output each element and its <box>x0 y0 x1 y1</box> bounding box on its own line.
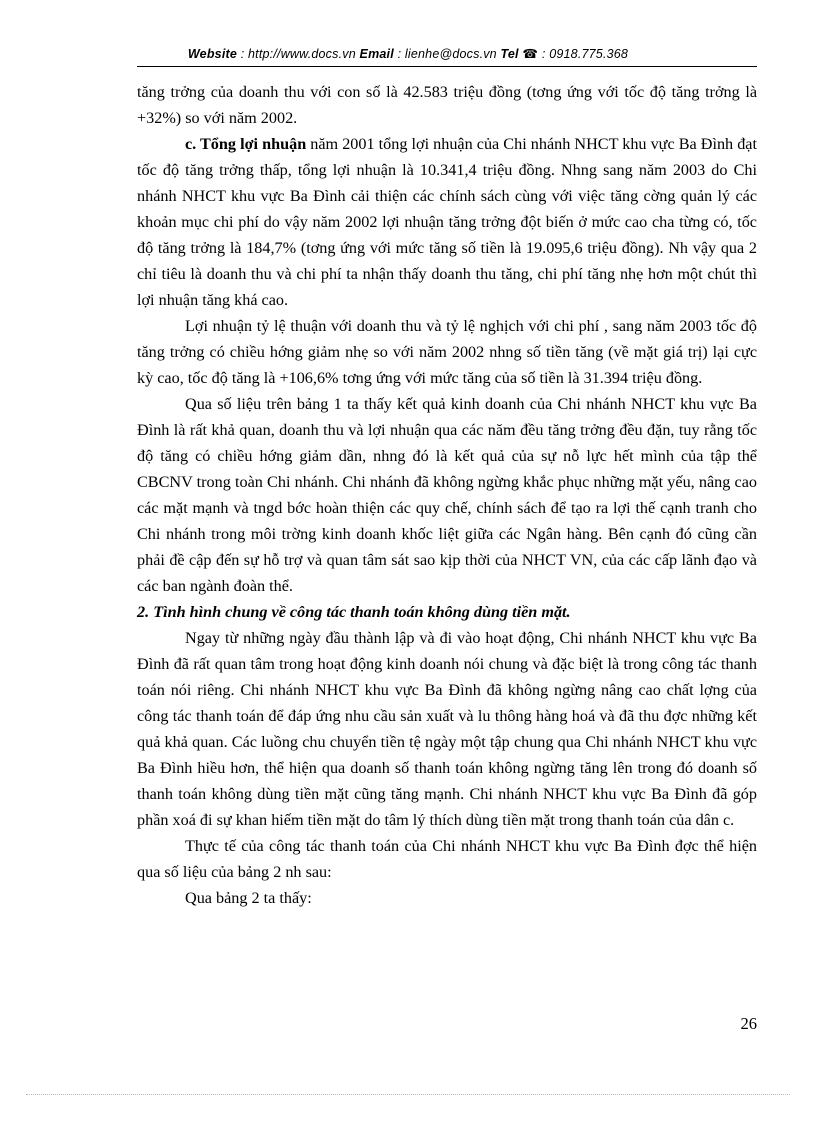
email-value: : lienhe@docs.vn <box>393 47 501 61</box>
phone-icon: ☎ <box>522 47 539 61</box>
website-value: : http://www.docs.vn <box>237 47 360 61</box>
paragraph-total-profit <box>137 131 757 313</box>
paragraph-total-profit-text: năm 2001 tổng lợi nhuận của Chi nhánh NHCT khu vực Ba Đình đạt tốc độ tăng trởng thấp, tổng lợi nhuận là 10.341,4 triệu đồng. Nhng sang năm 2003 do Chi nhánh NHCT khu vực Ba Đình cải thiện các chính sách cùng với việc tăng cờng quản lý các khoản mục chi phí do vậy năm 2002 lợi nhuận tăng trởng đột biến ở mức cao cha từng có, tốc độ tăng trởng là 184,7% (tơng ứng với mức tăng số tiền là 19.095,6 triệu đồng). Nh vậy qua 2 chỉ tiêu là doanh thu và chi phí ta nhận thấy doanh thu tăng, chi phí tăng nhẹ hơn một chút thì lợi nhuận tăng khá cao. <box>137 135 757 309</box>
section-heading-payment: 2. Tình hình chung về công tác thanh toán không dùng tiền mặt. <box>137 603 571 621</box>
paragraph-business-results: Qua số liệu trên bảng 1 ta thấy kết quả kinh doanh của Chi nhánh NHCT khu vực Ba Đình là rất khả quan, doanh thu và lợi nhuận qua các năm đều tăng trởng đều đặn, tuy rằng tốc độ tăng có chiều hớng giảm dần, nhng đó là kết quả của sự nỗ lực hết mình của tập thể CBCNV trong toàn Chi nhánh. Chi nhánh đã không ngừng khắc phục những mặt yếu, nâng cao các mặt mạnh và tngd bớc hoàn thiện các quy chế, chính sách để tạo ra lợi thế cạnh tranh cho Chi nhánh trong môi trờng kinh doanh khốc liệt giữa các Ngân hàng. Bên cạnh đó cũng cần phải đề cập đến sự hỗ trợ và quan tâm sát sao kịp thời của NHCT VN, của các cấp lãnh đạo và các ban ngành đoàn thể. <box>137 395 757 595</box>
email-label: Email <box>359 47 394 61</box>
tel-label: Tel <box>500 47 519 61</box>
paragraph-table2-intro: Qua bảng 2 ta thấy: <box>185 889 312 907</box>
header-rule <box>137 66 757 67</box>
paragraph-revenue-growth: tăng trởng của doanh thu với con số là 42.583 triệu đồng (tơng ứng với tốc độ tăng trởng là +32%) so với năm 2002. <box>137 83 757 127</box>
page-number: 26 <box>740 1014 757 1033</box>
footer-rule <box>26 1094 790 1095</box>
term-total-profit: c. Tổng lợi nhuận <box>185 135 307 153</box>
paragraph-payment-reality: Thực tế của công tác thanh toán của Chi nhánh NHCT khu vực Ba Đình đợc thể hiện qua số liệu của bảng 2 nh sau: <box>137 837 757 881</box>
website-label: Website <box>187 47 238 61</box>
page-header <box>0 46 816 61</box>
tel-value: : 0918.775.368 <box>538 47 629 61</box>
paragraph-profit-ratio: Lợi nhuận tỷ lệ thuận với doanh thu và tỷ lệ nghịch với chi phí , sang năm 2003 tốc độ tăng trởng có chiều hớng giảm nhẹ so với năm 2002 nhng số tiền tăng (về mặt giá trị) lại cực kỳ cao, tốc độ tăng là +106,6% tơng ứng với mức tăng của số tiền là 31.394 triệu đồng. <box>137 317 757 387</box>
paragraph-payment-overview: Ngay từ những ngày đầu thành lập và đi vào hoạt động, Chi nhánh NHCT khu vực Ba Đình đã rất quan tâm trong hoạt động kinh doanh nói chung và đặc biệt là trong công tác thanh toán nói riêng. Chi nhánh NHCT khu vực Ba Đình đã không ngừng nâng cao chất lợng của công tác thanh toán để đáp ứng nhu cầu sản xuất và lu thông hàng hoá và đã thu đợc những kết quả khả quan. Các luồng chu chuyển tiền tệ ngày một tập chung qua Chi nhánh NHCT khu vực Ba Đình hiều hơn, thể hiện qua doanh số thanh toán không ngừng tăng lên trong đó doanh số thanh toán không dùng tiền mặt cũng tăng mạnh. Chi nhánh NHCT khu vực Ba Đình đã góp phần xoá đi sự khan hiếm tiền mặt do tâm lý thích dùng tiền mặt trong thanh toán của dân c. <box>137 629 757 829</box>
document-body <box>137 79 757 911</box>
